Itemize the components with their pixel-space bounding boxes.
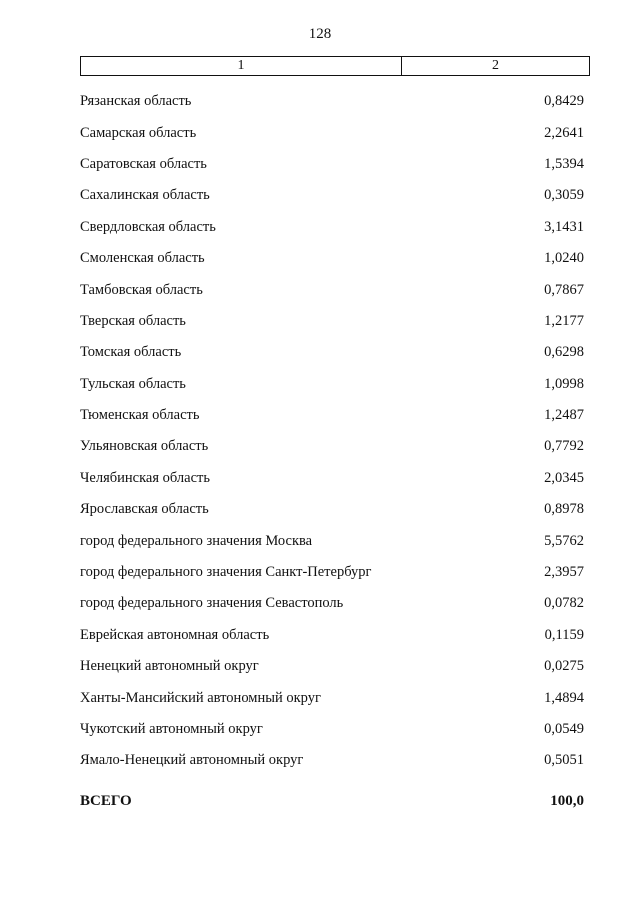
region-value: 0,8429	[544, 93, 584, 110]
table-row	[80, 714, 584, 745]
region-value: 3,1431	[544, 218, 584, 235]
region-value: 1,5394	[544, 155, 584, 172]
region-value: 2,2641	[544, 124, 584, 141]
region-value: 0,7867	[544, 281, 584, 298]
table-row	[80, 588, 584, 619]
region-name: Ульяновская область	[80, 438, 209, 455]
table-row	[80, 274, 584, 305]
region-value: 5,5762	[544, 532, 584, 549]
table-row	[80, 400, 584, 431]
region-name: Свердловская область	[80, 218, 216, 235]
region-value: 0,6298	[544, 344, 584, 361]
total-value: 100,0	[550, 793, 584, 809]
table-row	[80, 369, 584, 400]
column-header-1: 1	[81, 57, 402, 75]
region-name: город федерального значения Севастополь	[80, 595, 344, 612]
region-value: 0,7792	[544, 438, 584, 455]
table-row	[80, 337, 584, 368]
region-name: Тверская область	[80, 312, 186, 329]
region-value: 1,4894	[544, 689, 584, 706]
region-value: 1,2487	[544, 407, 584, 424]
region-name: Ханты-Мансийский автономный округ	[80, 689, 321, 706]
region-value: 1,0998	[544, 375, 584, 392]
region-value: 0,0782	[544, 595, 584, 612]
region-value: 0,0549	[544, 721, 584, 737]
region-value: 0,1159	[544, 626, 584, 643]
table-row	[80, 651, 584, 682]
table-row	[80, 86, 584, 117]
column-header-2: 2	[492, 58, 499, 73]
region-name: Чукотский автономный округ	[80, 721, 263, 737]
region-name: Челябинская область	[80, 469, 210, 486]
region-name: город федерального значения Санкт-Петербург	[80, 564, 372, 581]
table-row	[80, 306, 584, 337]
region-name: Тамбовская область	[80, 281, 203, 298]
region-name: Ярославская область	[80, 501, 209, 518]
table-row	[80, 431, 584, 462]
table-row	[80, 494, 584, 525]
table-column-header	[80, 56, 590, 76]
region-name: Ненецкий автономный округ	[80, 658, 259, 675]
region-value: 0,5051	[544, 752, 584, 769]
region-value: 0,8978	[544, 501, 584, 518]
region-value: 0,0275	[544, 658, 584, 675]
region-name: Томская область	[80, 344, 182, 361]
region-name: Ямало-Ненецкий автономный округ	[80, 752, 304, 769]
table-row	[80, 243, 584, 274]
table-row	[80, 682, 584, 713]
table-row	[80, 620, 584, 651]
region-name: город федерального значения Москва	[80, 532, 313, 549]
table-row	[80, 745, 584, 776]
region-name: Смоленская область	[80, 250, 205, 267]
region-name: Рязанская область	[80, 93, 192, 110]
total-label: ВСЕГО	[80, 793, 132, 809]
table-row	[80, 149, 584, 180]
region-name: Самарская область	[80, 124, 197, 141]
table-row	[80, 463, 584, 494]
table-row	[80, 557, 584, 588]
region-value: 2,0345	[544, 469, 584, 486]
table-row	[80, 180, 584, 211]
region-table	[80, 86, 584, 777]
region-name: Тюменская область	[80, 407, 200, 424]
region-value: 1,0240	[544, 250, 584, 267]
table-row	[80, 212, 584, 243]
region-name: Сахалинская область	[80, 187, 210, 204]
region-value: 1,2177	[544, 312, 584, 329]
region-value: 2,3957	[544, 564, 584, 581]
table-row	[80, 117, 584, 148]
region-value: 0,3059	[544, 187, 584, 204]
page-number: 128	[308, 26, 332, 42]
region-name: Еврейская автономная область	[80, 626, 270, 643]
total-row	[80, 793, 584, 810]
table-row	[80, 525, 584, 556]
region-name: Саратовская область	[80, 155, 207, 172]
region-name: Тульская область	[80, 375, 186, 392]
